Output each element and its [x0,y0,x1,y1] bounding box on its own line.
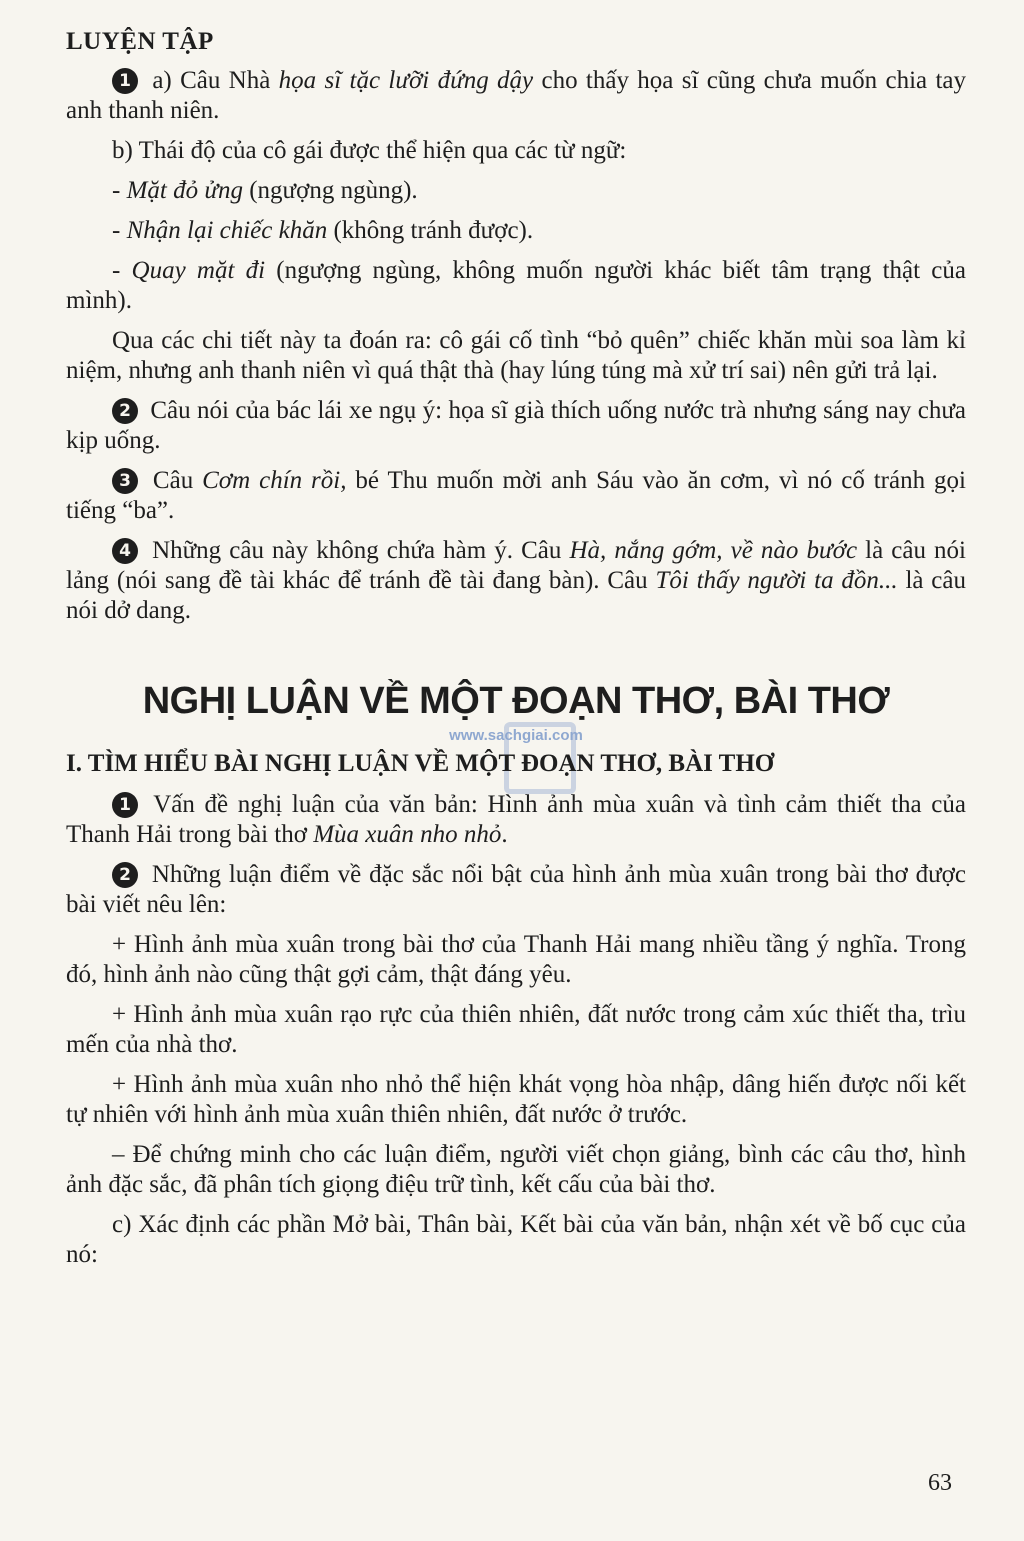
lesson-title: NGHỊ LUẬN VỀ MỘT ĐOẠN THƠ, BÀI THƠ [142,680,890,722]
number-badge-icon: 3 [112,468,138,494]
exercise-1b-item: - Quay mặt đi (ngượng ngùng, không muốn người khác biết tâm trạng thật của mình). [66,257,966,314]
number-badge-icon: 2 [112,862,138,888]
argument-point: + Hình ảnh mùa xuân nho nhỏ thể hiện khát vọng hòa nhập, dâng hiến được nối kết tự nhiên với hình ảnh mùa xuân thiên nhiên, đất nước ở trước. [66,1071,966,1128]
section-title-tim-hieu: I. TÌM HIỂU BÀI NGHỊ LUẬN VỀ MỘT ĐOẠN THƠ, BÀI THƠ [66,750,775,777]
exercise-4: 4 Những câu này không chứa hàm ý. Câu Hà, nắng gớm, về nào bước là câu nói lảng (nói sang đề tài khác để tránh đề tài đang bàn). Câu Tôi thấy người ta đồn... là câu nói dở dang. [66,537,967,624]
number-badge-icon: 4 [112,538,138,564]
argument-method: – Để chứng minh cho các luận điểm, người viết chọn giảng, bình các câu thơ, hình ảnh đặc sắc, đã phân tích giọng điệu trữ tình, kết cấu của bài thơ. [66,1141,966,1198]
exercise-1b-conclusion: Qua các chi tiết này ta đoán ra: cô gái cố tình “bỏ quên” chiếc khăn mùi soa làm kỉ niệm, nhưng anh thanh niên vì quá thật thà (hay lúng túng mà xử trí sai) nên gửi trả lại. [66,327,966,384]
question-2: 2 Những luận điểm về đặc sắc nổi bật của hình ảnh mùa xuân trong bài thơ được bài viết nêu lên: [66,861,966,918]
number-badge-icon: 2 [112,398,138,424]
exercise-1b: b) Thái độ của cô gái được thể hiện qua các từ ngữ: [112,137,627,164]
exercise-1: 1 a) Câu Nhà họa sĩ tặc lưỡi đứng dậy cho thấy họa sĩ cũng chưa muốn chia tay anh thanh niên. [66,67,967,124]
page-number: 63 [928,1470,952,1496]
section-title-luyen-tap: LUYỆN TẬP [66,28,214,55]
watermark-text: www.sachgiai.com [449,727,583,744]
number-badge-icon: 1 [112,68,138,94]
argument-point: + Hình ảnh mùa xuân trong bài thơ của Thanh Hải mang nhiều tầng ý nghĩa. Trong đó, hình ảnh nào cũng thật gợi cảm, thật đáng yêu. [66,931,966,988]
exercise-1b-item: - Mặt đỏ ửng (ngượng ngùng). [112,177,418,204]
exercise-3: 3 Câu Cơm chín rồi, bé Thu muốn mời anh Sáu vào ăn cơm, vì nó cố tránh gọi tiếng “ba”. [66,467,966,524]
argument-point: + Hình ảnh mùa xuân rạo rực của thiên nhiên, đất nước trong cảm xúc thiết tha, trìu mến của nhà thơ. [66,1001,966,1058]
question-c: c) Xác định các phần Mở bài, Thân bài, Kết bài của văn bản, nhận xét về bố cục của nó: [66,1211,966,1268]
question-1: 1 Vấn đề nghị luận của văn bản: Hình ảnh mùa xuân và tình cảm thiết tha của Thanh Hải trong bài thơ Mùa xuân nho nhỏ. [66,791,966,848]
page-content [66,28,966,1280]
exercise-2: 2 Câu nói của bác lái xe ngụ ý: họa sĩ già thích uống nước trà nhưng sáng nay chưa kịp uống. [66,397,966,454]
exercise-1b-item: - Nhận lại chiếc khăn (không tránh được). [112,217,534,244]
number-badge-icon: 1 [112,792,138,818]
